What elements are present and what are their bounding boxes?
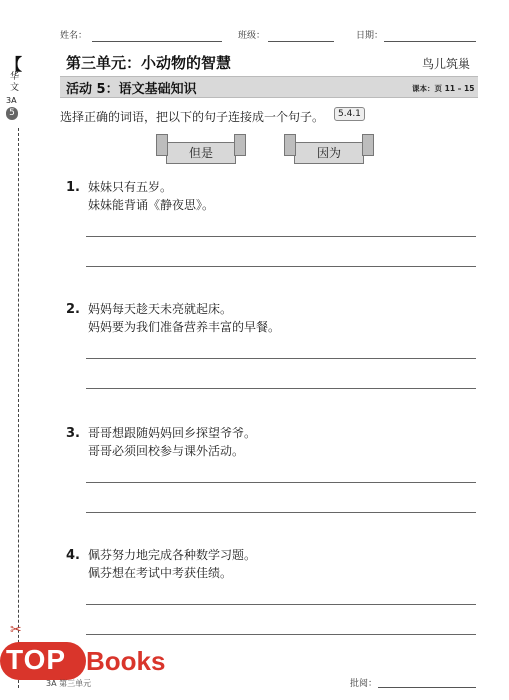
answer-line[interactable] bbox=[86, 604, 476, 605]
unit-title: 第三单元：小动物的智慧 bbox=[66, 54, 232, 72]
date-label: 日期： bbox=[356, 31, 384, 41]
question-line: 妹妹只有五岁。 bbox=[88, 180, 173, 194]
answer-line[interactable] bbox=[86, 266, 476, 267]
banner-1-right-tail bbox=[234, 134, 246, 156]
answer-line[interactable] bbox=[86, 482, 476, 483]
question-line: 妹妹能背诵《静夜思》。 bbox=[88, 198, 215, 212]
question-line: 妈妈每天趁天未亮就起床。 bbox=[88, 302, 233, 316]
side-logo: 【 bbox=[6, 55, 23, 74]
side-number: 5 bbox=[9, 108, 15, 118]
review-label: 批阅： bbox=[350, 679, 378, 689]
option-banner-2 bbox=[294, 142, 364, 164]
answer-line[interactable] bbox=[86, 388, 476, 389]
instruction-code: 5.4.1 bbox=[334, 107, 365, 121]
class-field[interactable] bbox=[268, 41, 334, 42]
question-number: 3. bbox=[66, 426, 80, 441]
scissors-icon: ✂ bbox=[10, 622, 22, 638]
lesson-title: 鸟儿筑巢 bbox=[422, 57, 471, 71]
option-banner-1 bbox=[166, 142, 236, 164]
side-grade: 3A bbox=[6, 96, 17, 105]
cut-line bbox=[18, 128, 19, 688]
banner-1-left-tail bbox=[156, 134, 168, 156]
question-line: 妈妈要为我们准备营养丰富的早餐。 bbox=[88, 320, 281, 334]
footer-unit: 3A 第三单元 bbox=[46, 679, 92, 688]
watermark-books-text: Books bbox=[86, 646, 166, 676]
side-subject: 华文 bbox=[10, 72, 20, 93]
answer-line[interactable] bbox=[86, 512, 476, 513]
answer-line[interactable] bbox=[86, 634, 476, 635]
banner-2-right-tail bbox=[362, 134, 374, 156]
banner-2-left-tail bbox=[284, 134, 296, 156]
option-2: 因为 bbox=[316, 146, 341, 160]
class-label: 班级： bbox=[238, 31, 266, 41]
name-field[interactable] bbox=[92, 41, 222, 42]
date-field[interactable] bbox=[384, 41, 476, 42]
question-line: 佩芬想在考试中考获佳绩。 bbox=[88, 566, 233, 580]
review-field[interactable] bbox=[378, 687, 476, 688]
question-line: 哥哥想跟随妈妈回乡探望爷爷。 bbox=[88, 426, 257, 440]
question-number: 2. bbox=[66, 302, 80, 317]
instruction-text: 选择正确的词语，把以下的句子连接成一个句子。 bbox=[60, 110, 325, 124]
watermark-logo bbox=[0, 640, 190, 684]
answer-line[interactable] bbox=[86, 236, 476, 237]
question-number: 1. bbox=[66, 180, 80, 195]
option-1: 但是 bbox=[188, 146, 213, 160]
textbook-ref: 课本：页 11 – 15 bbox=[412, 84, 475, 93]
activity-title: 活动 5：语文基础知识 bbox=[66, 82, 197, 97]
question-number: 4. bbox=[66, 548, 80, 563]
side-number-badge bbox=[6, 107, 18, 120]
watermark-top-text: TOP bbox=[6, 644, 67, 675]
answer-line[interactable] bbox=[86, 358, 476, 359]
name-label: 姓名： bbox=[60, 31, 88, 41]
question-line: 佩芬努力地完成各种数学习题。 bbox=[88, 548, 257, 562]
question-line: 哥哥必须回校参与课外活动。 bbox=[88, 444, 245, 458]
